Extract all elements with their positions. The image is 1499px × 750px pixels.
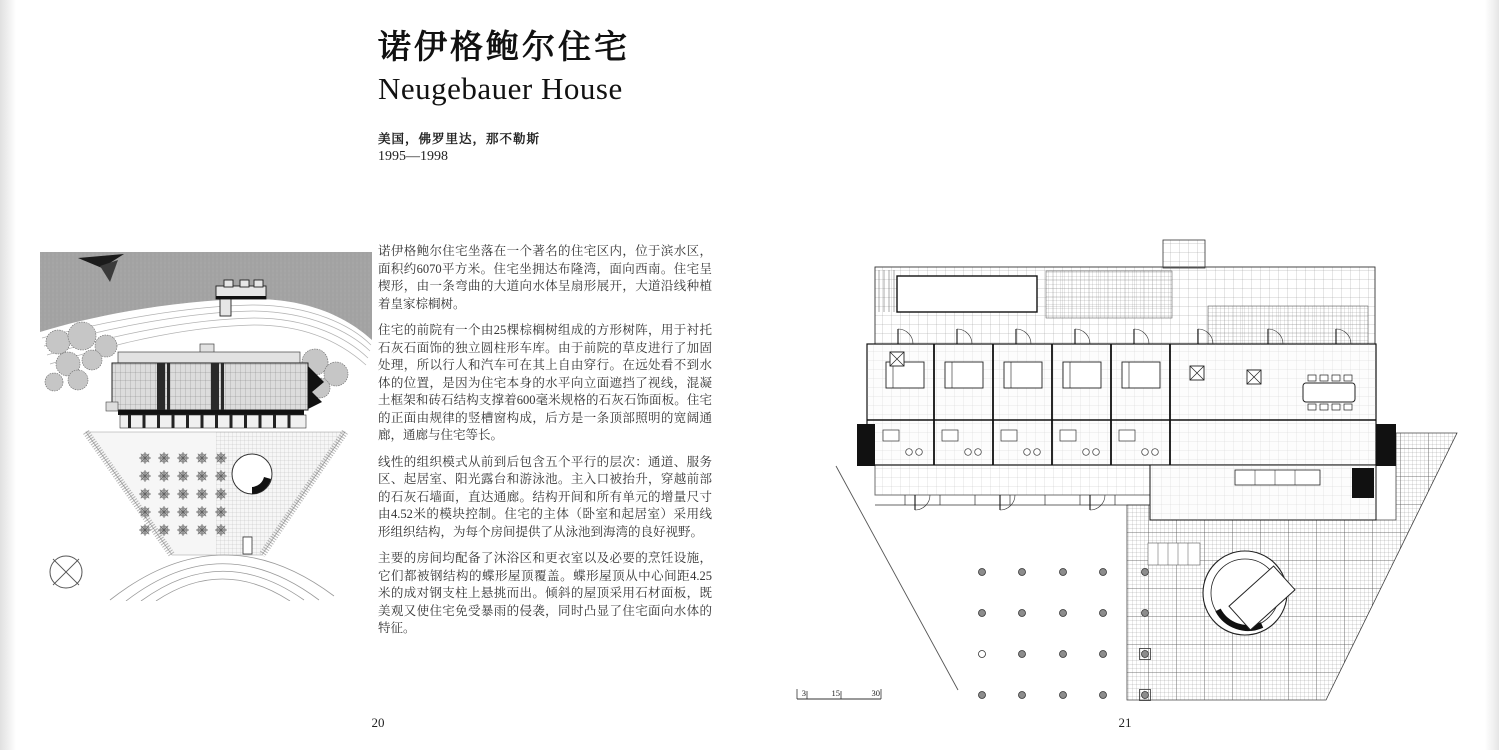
house-colonnade	[120, 415, 306, 428]
bed	[1122, 362, 1160, 388]
title-english: Neugebauer House	[378, 70, 623, 106]
house-shadow-south	[118, 410, 304, 415]
terrace-fine-paving-2	[1208, 306, 1368, 344]
scale-label-15: 15	[831, 688, 840, 698]
bed	[945, 362, 983, 388]
bed	[1063, 362, 1101, 388]
gallery-corridor	[875, 465, 1150, 495]
swimming-pool	[897, 276, 1037, 312]
page-number-right: 21	[1118, 715, 1132, 730]
bed	[1004, 362, 1042, 388]
house-roof-plan	[106, 344, 324, 428]
site-plan-figure	[40, 252, 373, 601]
page-edge-shadow-left	[0, 0, 16, 750]
scale-label-3: 3	[801, 688, 806, 698]
west-service-block	[857, 424, 875, 466]
article-body	[378, 243, 712, 647]
paragraph-3: 线性的组织模式从前到后包含五个平行的层次：通道、服务区、起居室、阳光露台和游泳池。主入口被抬升，穿越前部的石灰石墙面，直达通廊。结构开间和所有单元的增量尺寸由4.52米的模块控制。住宅的主体（卧室和起居室）采用线形组织结构，为每个房间提供了从泳池到海湾的良好视野。	[378, 454, 712, 539]
title-chinese: 诺伊格鲍尔住宅	[378, 30, 630, 66]
skylight-marker	[1247, 370, 1261, 384]
court-steps	[1148, 543, 1200, 565]
project-location: 美国，佛罗里达，那不勒斯	[378, 131, 541, 146]
skylight-marker	[1190, 366, 1204, 380]
skylight-marker	[890, 352, 904, 366]
page-number-left: 20	[371, 715, 385, 730]
floor-plan-figure	[790, 230, 1499, 715]
service-stair-block	[1352, 468, 1374, 498]
scale-bar	[797, 688, 881, 699]
terrace-fine-paving-1	[1046, 271, 1172, 318]
terrace-north-step	[1163, 240, 1205, 268]
scale-label-30: 30	[871, 688, 880, 698]
article-header	[378, 30, 712, 165]
paragraph-2: 住宅的前院有一个由25棵棕榈树组成的方形树阵，用于衬托石灰石面饰的独立圆柱形车库。由于前院的草皮进行了加固处理，所以行人和汽车可在其上自由穿行。在远处看不到水体的位置，是因为住宅本身的水平向立面遮挡了视线，混凝土框架和砖石结构支撑着600毫米规格的石灰石饰面板。住宅的正面由规律的竖槽窗构成，后方是一条顶部照明的宽阔通廊，通廊与住宅等长。	[378, 323, 712, 442]
paragraph-4: 主要的房间均配备了沐浴区和更衣室以及必要的烹饪设施，它们都被钢结构的蝶形屋顶覆盖。蝶形屋顶从中心间距4.25米的成对钢支柱上悬挑而出。倾斜的屋顶采用石材面板，既美观又使住宅免受暴雨的侵袭，同时凸显了住宅面向水体的特征。	[378, 551, 712, 635]
house-plan	[857, 329, 1396, 520]
east-service-block	[1376, 424, 1396, 466]
palm-dot-grid	[979, 569, 1151, 701]
project-years: 1995—1998	[378, 148, 448, 164]
paragraph-1: 诺伊格鲍尔住宅坐落在一个著名的住宅区内，位于滨水区，面积约6070平方米。住宅坐拥达布隆湾，面向西南。住宅呈楔形，由一条弯曲的大道向水体呈扇形展开，大道沿线种植着皇家棕榈树。	[378, 244, 712, 311]
